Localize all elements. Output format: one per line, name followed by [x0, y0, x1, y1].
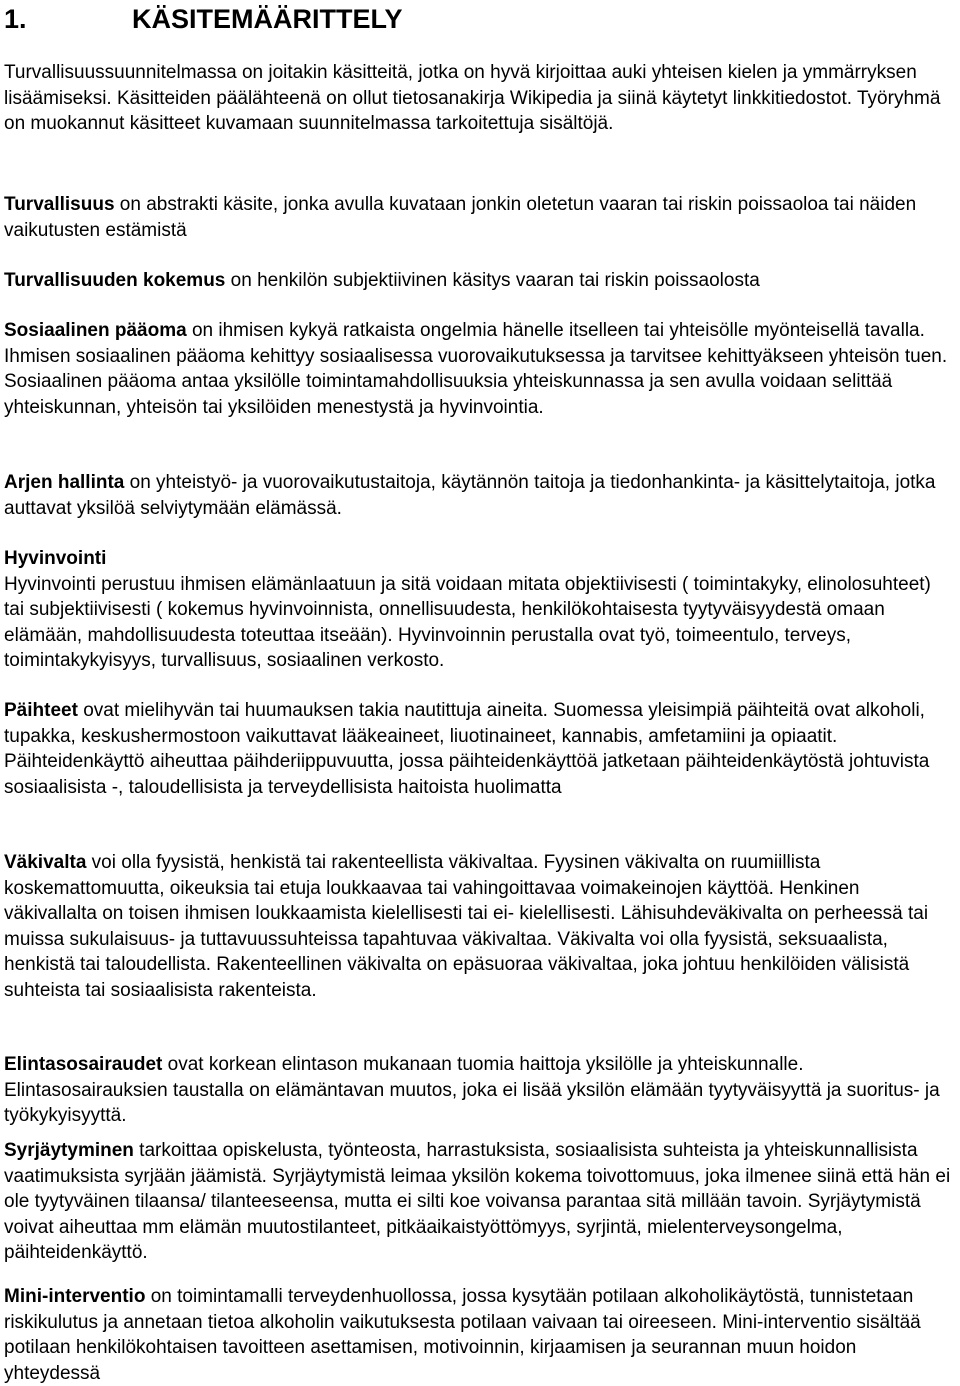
- definition-text: on ihmisen kykyä ratkaista ongelmia hänelle itselleen tai yhteisölle myönteisellä tavalla. Ihmisen sosiaalinen pääoma kehittyy sosiaalisessa vuorovaikutuksessa ja tarvitsee kehittyäkseen yhteisön tuen. Sosiaalinen pääoma antaa yksilölle toimintamahdollisuuksia yhteiskunnassa ja sen avulla voidaan selittää yhteiskunnan, yhteisön tai yksilöiden menestystä ja hyvinvointia.: [4, 320, 948, 418]
- definition-text: tarkoittaa opiskelusta, työnteosta, harrastuksista, sosiaalisista suhteista ja yhteiskunnallisista vaatimuksista syrjään jäämistä. Syrjäytymistä leimaa yksilön kokema toivottomuus, joka ilmenee siinä että hän ei ole tyytyväinen tilaansa/ tilanteeseensa, mutta ei silti koe voivansa parantaa sitä millään tavoin. Syrjäytymistä voivat aiheuttaa mm elämän muutostilanteet, pitkäaikaistyöttömyys, syrjintä, mielenterveysongelma, päihteidenkäyttö.: [4, 1140, 951, 1263]
- definition-turvallisuus: [4, 192, 954, 243]
- definition-term: Mini-interventio: [4, 1286, 146, 1307]
- definition-text: Hyvinvointi perustuu ihmisen elämänlaatuun ja sitä voidaan mitata objektiivisesti ( toimintakyky, elinolosuhteet) tai subjektiivisesti ( kokemus hyvinvoinnista, onnellisuudesta, henkilökohtaisesta tyytyväisyydestä omaan elämään, mahdollisuudesta toteuttaa itseään). Hyvinvoinnin perustalla ovat työ, toimeentulo, terveys, toimintakykyisyys, turvallisuus, sosiaalinen verkosto.: [4, 573, 931, 671]
- section-title: KÄSITEMÄÄRITTELY: [132, 4, 403, 34]
- definition-text: on henkilön subjektiivinen käsitys vaaran tai riskin poissaolosta: [225, 270, 760, 291]
- intro-paragraph: Turvallisuussuunnitelmassa on joitakin käsitteitä, jotka on hyvä kirjoittaa auki yhteisen kielen ja ymmärryksen lisäämiseksi. Käsitteiden päälähteenä on ollut tietosanakirja Wikipedia ja siinä käytetyt linkkitiedostot. Työryhmä on muokannut käsitteet kuvamaan suunnitelmassa tarkoitettuja sisältöjä.: [4, 62, 941, 134]
- definition-text: voi olla fyysistä, henkistä tai rakenteellista väkivaltaa. Fyysinen väkivalta on ruumiillista koskemattomuutta, oikeuksia tai etuja loukkaavaa tai vahingoittavaa voimakeinojen käyttöä. Henkinen väkivallalta on toisen ihmisen loukkaamista kielellisesti tai ei- kielellisesti. Lähisuhdeväkivalta on perheessä tai muissa sukulaisuus- ja tuttavuussuhteissa tapahtuvaa väkivaltaa. Väkivalta voi olla fyysistä, seksuaalista, henkistä tai taloudellista. Rakenteellinen väkivalta on epäsuoraa väkivaltaa, joka johtuu henkilöiden välisistä suhteista tai sosiaalisista rakenteista.: [4, 852, 929, 1001]
- definition-text: on yhteistyö- ja vuorovaikutustaitoja, käytännön taitoja ja tiedonhankinta- ja käsittelytaitoja, jotka auttavat yksilöä selviytymään elämässä.: [4, 472, 936, 519]
- definition-syrjaytyminen: [4, 1138, 954, 1266]
- definition-paihteet: [4, 698, 954, 800]
- section-number: 1.: [4, 4, 27, 34]
- definition-sosiaalinen-paaoma: [4, 318, 954, 420]
- definition-term: Elintasosairaudet: [4, 1054, 163, 1075]
- definition-term: Arjen hallinta: [4, 472, 125, 493]
- definition-hyvinvointi: [4, 546, 954, 674]
- definition-term: Päihteet: [4, 700, 78, 721]
- definition-vakivalta: [4, 850, 954, 1003]
- definition-arjen-hallinta: [4, 470, 954, 521]
- definition-text: on toimintamalli terveydenhuollossa, jossa kysytään potilaan alkoholikäytöstä, tunnistetaan riskikulutus ja annetaan tietoa alkoholin vaikutuksesta potilaan vaivaan tai oireeseen. Mini-interventio sisältää potilaan henkilökohtaisen tavoitteen asettamisen, motivoinnin, kirjaamisen ja seurannan muun hoidon yhteydessä: [4, 1286, 921, 1384]
- definition-term: Sosiaalinen pääoma: [4, 320, 187, 341]
- section-heading: [4, 2, 403, 36]
- definition-text: ovat mielihyvän tai huumauksen takia nautittuja aineita. Suomessa yleisimpiä päihteitä ovat alkoholi, tupakka, keskushermostoon vaikuttavat lääkeaineet, liuotinaineet, kannabis, amfetamiini ja opiaatit. Päihteidenkäyttö aiheuttaa päihderiippuvuutta, jossa päihteidenkäyttöä jatketaan päihteidenkäytöstä johtuvista sosiaalisista -, taloudellisista ja terveydellisista haitoista huolimatta: [4, 700, 930, 798]
- definition-text: on abstrakti käsite, jonka avulla kuvataan jonkin oletetun vaaran tai riskin poissaoloa tai näiden vaikutusten estämistä: [4, 194, 917, 241]
- definition-term: Hyvinvointi: [4, 548, 107, 569]
- definition-elintasosairaudet: [4, 1052, 954, 1129]
- definition-mini-interventio: [4, 1284, 954, 1386]
- definition-term: Turvallisuus: [4, 194, 115, 215]
- definition-term: Väkivalta: [4, 852, 87, 873]
- definition-text: ovat korkean elintason mukanaan tuomia haittoja yksilölle ja yhteiskunnalle. Elintasosairauksien taustalla on elämäntavan muutos, joka ei lisää yksilön elämään tyytyväisyyttä ja suoritus- ja työkykyisyyttä.: [4, 1054, 940, 1126]
- definition-term: Syrjäytyminen: [4, 1140, 134, 1161]
- definition-term: Turvallisuuden kokemus: [4, 270, 226, 291]
- definition-turvallisuuden-kokemus: [4, 268, 954, 294]
